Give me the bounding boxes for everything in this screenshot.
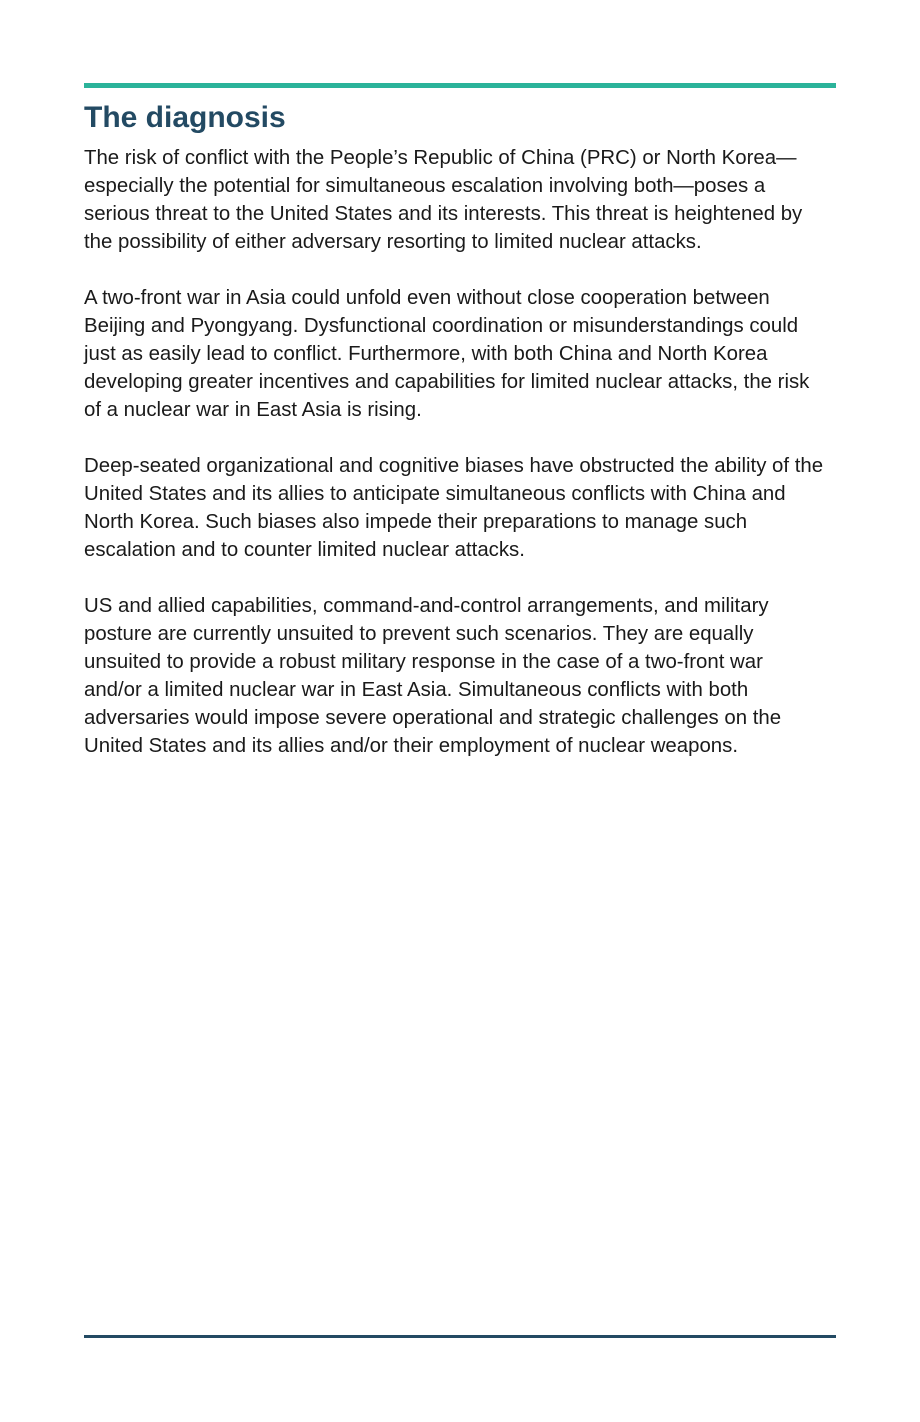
paragraph-1: The risk of conflict with the People’s Republic of China (PRC) or North Korea—especially the potential for simultaneous escalation involving both—poses a serious threat to the United States and its interests. This threat is heightened by the possibility of either adversary resorting to limited nuclear attacks. [84,147,803,253]
top-accent-rule [84,83,836,88]
paragraph-4: US and allied capabilities, command-and-control arrangements, and military posture are currently unsuited to prevent such scenarios. They are equally unsuited to provide a robust military response in the case of a two-front war and/or a limited nuclear war in East Asia. Simultaneous conflicts with both adversaries would impose severe operational and strategic challenges on the United States and its allies and/or their employment of nuclear weapons. [84,595,782,757]
paragraph-2: A two-front war in Asia could unfold even without close cooperation between Beijing and Pyongyang. Dysfunctional coordination or misunderstandings could just as easily lead to conflict. Furthermore, with both China and North Korea developing greater incentives and capabilities for limited nuclear attacks, the risk of a nuclear war in East Asia is rising. [84,287,810,421]
section-body [84,144,824,788]
section-heading: The diagnosis [84,101,286,134]
bottom-rule [84,1335,836,1338]
paragraph-3: Deep-seated organizational and cognitive biases have obstructed the ability of the United States and its allies to anticipate simultaneous conflicts with China and North Korea. Such biases also impede their preparations to manage such escalation and to counter limited nuclear attacks. [84,455,824,561]
